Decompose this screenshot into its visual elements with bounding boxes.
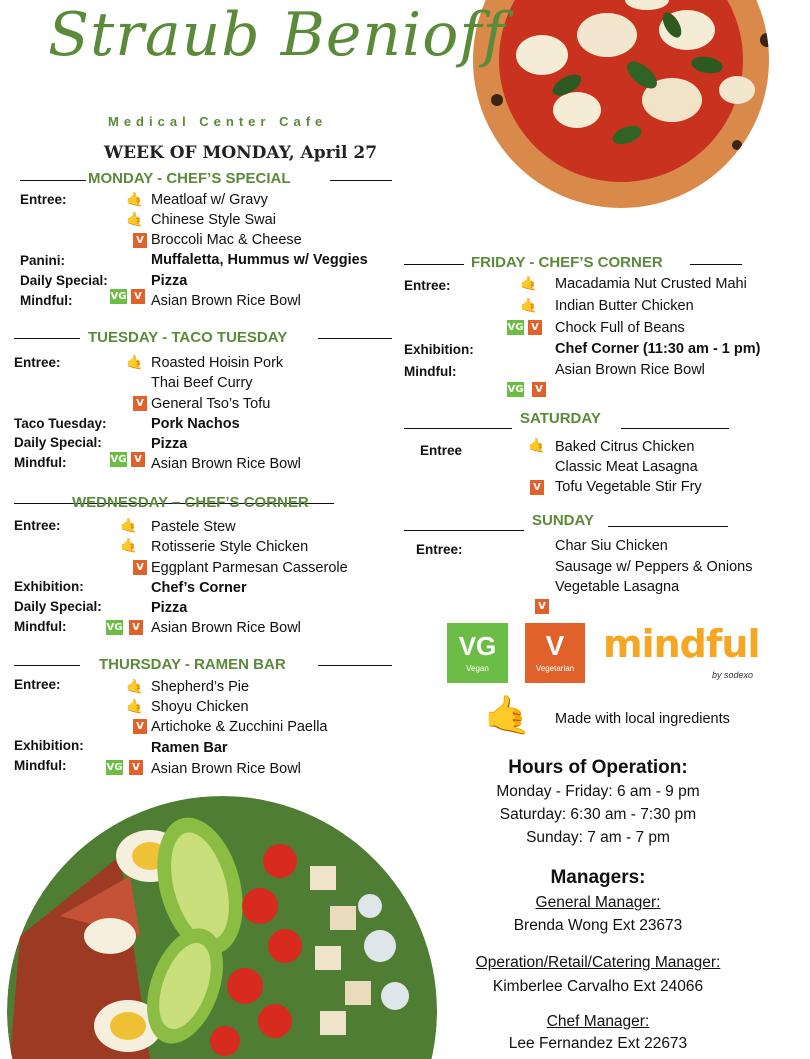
vegetarian-legend-label: Vegetarian <box>535 664 575 673</box>
operations-manager-title: Operation/Retail/Catering Manager: <box>475 954 721 971</box>
cafe-title: Straub Benioff <box>48 0 506 70</box>
wednesday-entree-1: Pastele Stew <box>151 519 236 535</box>
vegan-icon: VG <box>110 291 127 302</box>
vegan-icon: VG <box>106 762 123 773</box>
tuesday-entree-label: Entree: <box>14 355 61 370</box>
friday-exhibition-label: Exhibition: <box>404 342 474 357</box>
shaka-hand-icon: 🤙 <box>126 678 144 694</box>
shaka-hand-icon: 🤙 <box>126 211 144 227</box>
managers-title: Managers: <box>550 867 646 888</box>
monday-panini: Muffaletta, Hummus w/ Veggies <box>151 252 368 268</box>
vegetarian-icon: V <box>133 396 147 411</box>
mindful-by-sodexo: by sodexo <box>711 670 753 680</box>
tuesday-mindful-label: Mindful: <box>14 455 67 470</box>
mindful-logo <box>603 622 760 684</box>
monday-daily: Pizza <box>151 273 188 289</box>
sunday-entree-label: Entree: <box>416 542 463 557</box>
wednesday-heading: WEDNESDAY – CHEF’S CORNER <box>72 494 309 511</box>
tuesday-mindful: Asian Brown Rice Bowl <box>151 456 301 472</box>
thursday-entree-label: Entree: <box>14 677 61 692</box>
monday-rule-right <box>330 180 392 181</box>
shaka-hand-icon: 🤙 <box>126 698 144 714</box>
wednesday-daily: Pizza <box>151 600 188 616</box>
hours-weekday: Monday - Friday: 6 am - 9 pm <box>496 783 700 800</box>
vegan-icon: VG <box>110 454 127 465</box>
friday-rule-left <box>404 264 464 265</box>
wednesday-mindful-label: Mindful: <box>14 619 67 634</box>
monday-mindful-label: Mindful: <box>20 293 73 308</box>
thursday-entree-1: Shepherd’s Pie <box>151 679 250 695</box>
vegetarian-icon: V <box>535 599 549 614</box>
shaka-hand-icon: 🤙 <box>120 537 138 553</box>
vegan-legend-letters: VG <box>458 631 497 661</box>
sunday-rule-right <box>608 526 728 527</box>
thursday-exhibition-label: Exhibition: <box>14 738 84 753</box>
tuesday-entree-1: Roasted Hoisin Pork <box>151 355 284 371</box>
tuesday-daily: Pizza <box>151 436 188 452</box>
tuesday-rule-left <box>14 338 80 339</box>
mindful-logo-text: mindful <box>603 622 760 666</box>
friday-mindful: Asian Brown Rice Bowl <box>555 362 705 378</box>
tuesday-heading: TUESDAY - TACO TUESDAY <box>88 329 288 346</box>
friday-exhibition: Chef Corner (11:30 am - 1 pm) <box>555 341 761 357</box>
thursday-mindful: Asian Brown Rice Bowl <box>151 761 301 777</box>
vegetarian-icon: V <box>133 560 147 575</box>
wednesday-mindful: Asian Brown Rice Bowl <box>151 620 301 636</box>
saturday-rule-right <box>621 428 729 429</box>
friday-entree-2: Indian Butter Chicken <box>555 298 694 314</box>
friday-heading: FRIDAY - CHEF’S CORNER <box>471 254 663 271</box>
shaka-hand-icon: 🤙 <box>520 275 538 291</box>
vegetarian-icon: V <box>131 289 145 304</box>
shaka-hand-icon: 🤙 <box>520 297 538 313</box>
vegetarian-icon: V <box>133 719 147 734</box>
vegetarian-icon: V <box>528 320 542 335</box>
vegetarian-legend-badge <box>525 623 585 683</box>
hours-saturday: Saturday: 6:30 am - 7:30 pm <box>499 806 697 823</box>
monday-daily-label: Daily Special: <box>20 273 108 288</box>
local-ingredients-note: Made with local ingredients <box>555 711 730 727</box>
cobb-salad-image <box>0 796 440 1059</box>
saturday-entree-1: Baked Citrus Chicken <box>555 439 695 455</box>
friday-rule-right <box>690 264 742 265</box>
vegan-icon: VG <box>106 622 123 633</box>
wednesday-entree-3: Eggplant Parmesan Casserole <box>151 560 348 576</box>
sunday-entree-1: Char Siu Chicken <box>555 538 668 554</box>
shaka-hand-icon: 🤙 <box>484 695 532 737</box>
sunday-heading: SUNDAY <box>532 512 594 529</box>
monday-panini-label: Panini: <box>20 253 66 268</box>
vegan-icon: VG <box>507 384 524 395</box>
monday-entree-3: Broccoli Mac & Cheese <box>151 232 302 248</box>
vegetarian-icon: V <box>532 382 546 397</box>
sunday-entree-3: Vegetable Lasagna <box>555 579 680 595</box>
vegetarian-legend-letter: V <box>545 630 565 661</box>
week-heading: WEEK OF MONDAY, April 27 <box>104 143 378 163</box>
general-manager-name: Brenda Wong Ext 23673 <box>513 917 683 934</box>
saturday-heading: SATURDAY <box>520 410 601 427</box>
monday-entree-label: Entree: <box>20 192 67 207</box>
vegan-legend-label: Vegan <box>466 664 489 673</box>
chef-manager-title: Chef Manager: <box>546 1013 650 1030</box>
friday-entree-label: Entree: <box>404 278 451 293</box>
shaka-hand-icon: 🤙 <box>126 354 144 370</box>
hours-sunday: Sunday: 7 am - 7 pm <box>526 829 670 846</box>
monday-rule-left <box>20 180 86 181</box>
wednesday-entree-2: Rotisserie Style Chicken <box>151 539 309 555</box>
shaka-hand-icon: 🤙 <box>120 517 138 533</box>
operations-manager-name: Kimberlee Carvalho Ext 24066 <box>492 978 704 995</box>
wednesday-entree-label: Entree: <box>14 518 61 533</box>
thursday-exhibition: Ramen Bar <box>151 740 228 756</box>
vegan-legend-badge <box>447 623 508 683</box>
vegetarian-icon: V <box>530 480 544 495</box>
vegetarian-icon: V <box>129 620 143 635</box>
vegetarian-icon: V <box>131 452 145 467</box>
vegetarian-icon: V <box>133 233 147 248</box>
tuesday-taco: Pork Nachos <box>151 416 240 432</box>
thursday-mindful-label: Mindful: <box>14 758 67 773</box>
thursday-entree-3: Artichoke & Zucchini Paella <box>151 719 328 735</box>
thursday-entree-2: Shoyu Chicken <box>151 699 249 715</box>
friday-entree-1: Macadamia Nut Crusted Mahi <box>555 276 747 292</box>
wednesday-exhibition: Chef’s Corner <box>151 580 247 596</box>
tuesday-entree-2: Thai Beef Curry <box>151 375 253 391</box>
tuesday-daily-label: Daily Special: <box>14 435 102 450</box>
tuesday-entree-3: General Tso’s Tofu <box>151 396 271 412</box>
tuesday-rule-right <box>318 338 392 339</box>
vegan-icon: VG <box>507 322 524 333</box>
wednesday-exhibition-label: Exhibition: <box>14 579 84 594</box>
cafe-subtitle: Medical Center Cafe <box>108 114 328 129</box>
monday-entree-2: Chinese Style Swai <box>151 212 276 228</box>
friday-mindful-label: Mindful: <box>404 364 457 379</box>
sunday-rule-left <box>404 530 524 531</box>
monday-mindful: Asian Brown Rice Bowl <box>151 293 301 309</box>
thursday-heading: THURSDAY - RAMEN BAR <box>99 656 286 673</box>
general-manager-title: General Manager: <box>535 894 661 911</box>
hours-title: Hours of Operation: <box>508 757 688 778</box>
wednesday-daily-label: Daily Special: <box>14 599 102 614</box>
shaka-hand-icon: 🤙 <box>528 437 546 453</box>
shaka-hand-icon: 🤙 <box>126 191 144 207</box>
sunday-entree-2: Sausage w/ Peppers & Onions <box>555 559 753 575</box>
saturday-entree-2: Classic Meat Lasagna <box>555 459 698 475</box>
monday-entree-1: Meatloaf w/ Gravy <box>151 192 268 208</box>
thursday-rule-left <box>14 665 80 666</box>
tuesday-taco-label: Taco Tuesday: <box>14 416 107 431</box>
friday-entree-3: Chock Full of Beans <box>555 320 685 336</box>
thursday-rule-right <box>318 665 392 666</box>
saturday-rule-left <box>404 428 512 429</box>
monday-heading: MONDAY - CHEF’S SPECIAL <box>88 170 291 187</box>
saturday-entree-label: Entree <box>420 443 463 458</box>
saturday-entree-3: Tofu Vegetable Stir Fry <box>555 479 702 495</box>
vegetarian-icon: V <box>129 760 143 775</box>
chef-manager-name: Lee Fernandez Ext 22673 <box>508 1035 688 1052</box>
